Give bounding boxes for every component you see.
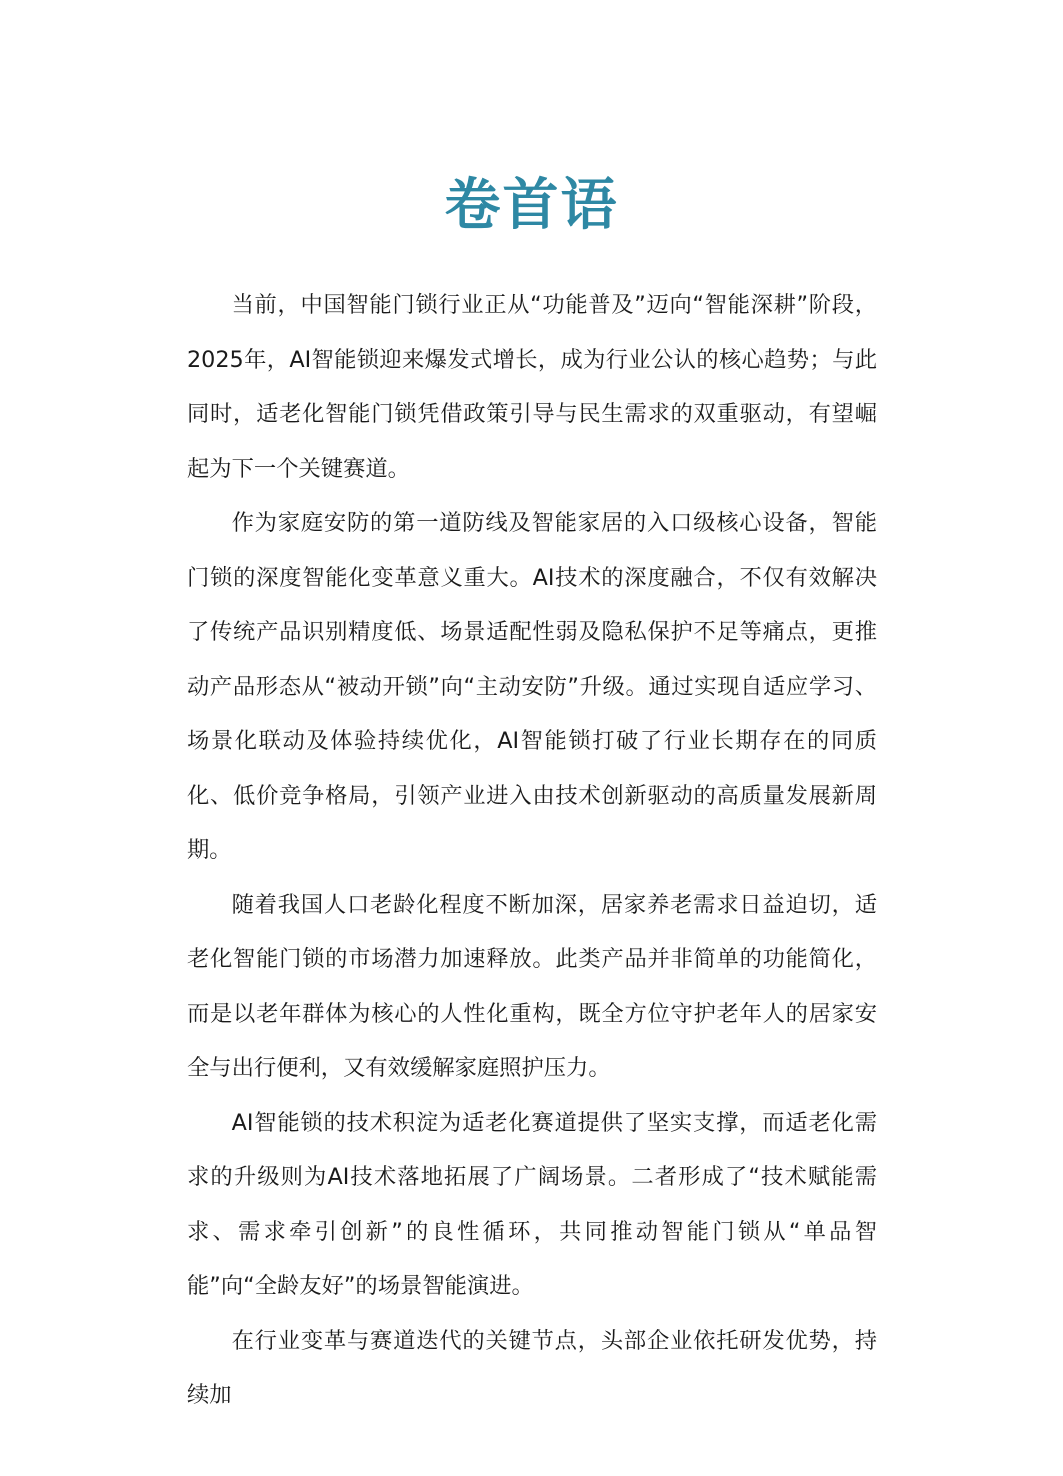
page-title: 卷首语 xyxy=(444,173,619,238)
paragraph-1: 当前，中国智能门锁行业正从“功能普及”迈向“智能深耕”阶段，2025年，AI智能锁迎来爆发式增长，成为行业公认的核心趋势；与此同时，适老化智能门锁凭借政策引导与民生需求的双重驱动，有望崛起为下一个关键赛道。 xyxy=(187,292,877,482)
paragraph-4: AI智能锁的技术积淀为适老化赛道提供了坚实支撑，而适老化需求的升级则为AI技术落地拓展了广阔场景。二者形成了“技术赋能需求、需求牵引创新”的良性循环，共同推动智能门锁从“单品智能”向“全龄友好”的场景智能演进。 xyxy=(187,1109,877,1299)
paragraph-3: 随着我国人口老龄化程度不断加深，居家养老需求日益迫切，适老化智能门锁的市场潜力加速释放。此类产品并非简单的功能简化，而是以老年群体为核心的人性化重构，既全方位守护老年人的居家安全与出行便利，又有效缓解家庭照护压力。 xyxy=(187,891,877,1081)
paragraph-5: 在行业变革与赛道迭代的关键节点，头部企业依托研发优势，持续加 xyxy=(187,1327,877,1408)
preface-body xyxy=(187,278,877,1423)
paragraph-2: 作为家庭安防的第一道防线及智能家居的入口级核心设备，智能门锁的深度智能化变革意义重大。AI技术的深度融合，不仅有效解决了传统产品识别精度低、场景适配性弱及隐私保护不足等痛点，更推动产品形态从“被动开锁”向“主动安防”升级。通过实现自适应学习、场景化联动及体验持续优化，AI智能锁打破了行业长期存在的同质化、低价竞争格局，引领产业进入由技术创新驱动的高质量发展新周期。 xyxy=(187,510,877,863)
